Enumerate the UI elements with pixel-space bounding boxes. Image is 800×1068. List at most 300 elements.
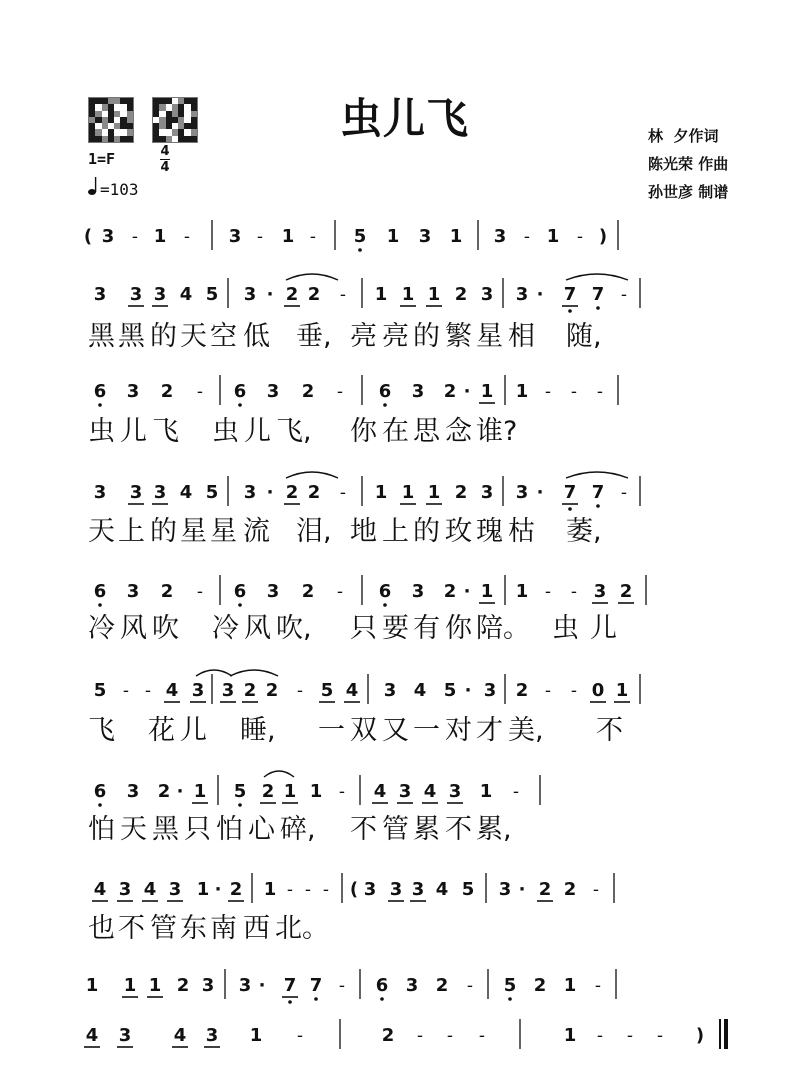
note: 3 xyxy=(483,680,497,701)
note: 3 xyxy=(405,975,419,996)
repeat-parenthesis: ) xyxy=(695,1025,705,1046)
lyric-syllable: 儿 xyxy=(120,416,147,447)
low-octave-dot xyxy=(568,507,572,511)
note: 3 xyxy=(93,284,107,305)
lyric-syllable: 风 xyxy=(244,613,271,644)
note: 1 xyxy=(374,284,388,305)
tie-slur xyxy=(286,274,338,280)
note: 3 xyxy=(201,975,215,996)
lyric-syllable: 的 xyxy=(413,516,440,547)
note: 2 xyxy=(538,879,552,900)
repeat-parenthesis: ( xyxy=(349,879,359,900)
note: 1 xyxy=(401,482,415,503)
repeat-parenthesis: ( xyxy=(83,226,93,247)
lyric-syllable: 冷 xyxy=(88,613,115,644)
note: 2 xyxy=(307,284,321,305)
sustain-dash: - xyxy=(256,227,264,247)
note: 1 xyxy=(281,226,295,247)
lyric-syllable: 怕 xyxy=(216,814,243,845)
lyric-syllable: 玫 xyxy=(445,516,472,547)
lyric-syllable: 上 xyxy=(118,516,145,547)
lyric-syllable: 北。 xyxy=(275,913,329,944)
lyric-syllable: 谁? xyxy=(476,416,518,447)
lyric-syllable: 相 xyxy=(508,321,535,352)
notation-system xyxy=(88,472,640,547)
lyric-syllable: 一 xyxy=(413,715,440,746)
lyric-syllable: 对 xyxy=(445,715,472,746)
lyric-syllable: 天 xyxy=(180,321,207,352)
note: 2 xyxy=(381,1025,395,1046)
lyric-syllable: 怕 xyxy=(88,814,115,845)
sustain-dash: - xyxy=(570,681,578,701)
note: 2 xyxy=(265,680,279,701)
note: 2 xyxy=(301,581,315,602)
note: 2 xyxy=(435,975,449,996)
lyric-syllable: 心 xyxy=(248,814,275,845)
lyric-syllable: 黑 xyxy=(118,321,145,352)
sustain-dash: - xyxy=(592,880,600,900)
lyric-syllable: 东 xyxy=(180,913,207,944)
note: 4 xyxy=(179,482,193,503)
tempo-marking: =103 xyxy=(100,180,139,199)
composer-credit: 陈光荣 作曲 xyxy=(648,155,729,173)
note: 2 xyxy=(285,284,299,305)
lyric-syllable: 又 xyxy=(382,715,409,746)
lyric-syllable: 天 xyxy=(88,516,115,547)
notation-system xyxy=(84,1019,726,1049)
lyric-syllable: 亮 xyxy=(382,321,409,352)
lyric-syllable: 天 xyxy=(120,814,147,845)
sustain-dash: - xyxy=(544,382,552,402)
sustain-dash: - xyxy=(620,483,628,503)
low-octave-dot xyxy=(288,1000,292,1004)
note: 2 xyxy=(515,680,529,701)
sustain-dash: - xyxy=(286,880,294,900)
low-octave-dot xyxy=(508,997,512,1001)
low-octave-dot xyxy=(596,306,600,310)
low-octave-dot xyxy=(383,603,387,607)
lyric-syllable: 瑰 xyxy=(476,516,503,547)
tie-slur xyxy=(286,472,338,478)
note: 2 xyxy=(301,381,315,402)
lyric-syllable: 只 xyxy=(184,814,211,845)
note: 3 xyxy=(126,581,140,602)
low-octave-dot xyxy=(238,803,242,807)
low-octave-dot xyxy=(380,997,384,1001)
sustain-dash: - xyxy=(478,1026,486,1046)
note: 5 xyxy=(503,975,517,996)
lyric-syllable: 花 xyxy=(148,715,175,746)
note: 5 xyxy=(320,680,334,701)
sustain-dash: - xyxy=(131,227,139,247)
sustain-dash: - xyxy=(594,976,602,996)
notation-system xyxy=(88,375,618,447)
sustain-dash: - xyxy=(183,227,191,247)
note: 1 xyxy=(480,581,494,602)
dotted-note-mark: · xyxy=(214,879,222,900)
note: 3 xyxy=(129,482,143,503)
note: 1 xyxy=(263,879,277,900)
dotted-note-mark: · xyxy=(266,284,274,305)
note: 4 xyxy=(93,879,107,900)
sustain-dash: - xyxy=(336,582,344,602)
note: 3 xyxy=(118,1025,132,1046)
lyric-syllable: 萎, xyxy=(566,516,602,547)
lyric-syllable: 飞 xyxy=(88,715,115,746)
sustain-dash: - xyxy=(196,382,204,402)
note: 3 xyxy=(168,879,182,900)
transcriber-credit: 孙世彦 制谱 xyxy=(648,183,729,201)
lyric-syllable: 繁 xyxy=(445,321,472,352)
note: 4 xyxy=(173,1025,187,1046)
repeat-parenthesis: ) xyxy=(598,226,608,247)
dotted-note-mark: · xyxy=(463,581,471,602)
note: 3 xyxy=(515,482,529,503)
note: 2 xyxy=(261,781,275,802)
note: 1 xyxy=(479,781,493,802)
note: 3 xyxy=(480,284,494,305)
sustain-dash: - xyxy=(122,681,130,701)
lyric-syllable: 虫 xyxy=(212,416,239,447)
tie-slur xyxy=(566,274,628,280)
dotted-note-mark: · xyxy=(463,381,471,402)
note: 1 xyxy=(148,975,162,996)
lyric-syllable: 垂, xyxy=(296,321,332,352)
lyric-syllable: 的 xyxy=(150,516,177,547)
note: 1 xyxy=(374,482,388,503)
lyric-syllable: 不 xyxy=(596,715,623,746)
sustain-dash: - xyxy=(596,382,604,402)
note: 1 xyxy=(615,680,629,701)
note: 5 xyxy=(233,781,247,802)
note: 4 xyxy=(413,680,427,701)
lyric-syllable: 也 xyxy=(88,913,115,944)
low-octave-dot xyxy=(98,803,102,807)
lyric-syllable: 念 xyxy=(445,416,472,447)
dotted-note-mark: · xyxy=(176,781,184,802)
note: 7 xyxy=(283,975,297,996)
lyric-syllable: 只 xyxy=(350,613,377,644)
lyric-syllable: 儿 xyxy=(180,715,207,746)
lyric-syllable: 在 xyxy=(382,416,409,447)
lyric-syllable: 泪, xyxy=(296,516,332,547)
note: 3 xyxy=(515,284,529,305)
time-signature-top: 4 xyxy=(160,144,170,159)
note: 4 xyxy=(373,781,387,802)
tie-slur xyxy=(196,670,232,676)
note: 3 xyxy=(191,680,205,701)
note: 1 xyxy=(123,975,137,996)
lyric-syllable: 双 xyxy=(350,715,377,746)
note: 3 xyxy=(118,879,132,900)
note: 1 xyxy=(546,226,560,247)
note: 7 xyxy=(309,975,323,996)
lyric-syllable: 飞, xyxy=(276,416,312,447)
lyric-syllable: 累, xyxy=(476,814,512,845)
note: 2 xyxy=(307,482,321,503)
note: 1 xyxy=(449,226,463,247)
note: 3 xyxy=(493,226,507,247)
sustain-dash: - xyxy=(322,880,330,900)
note: 1 xyxy=(401,284,415,305)
note: 2 xyxy=(533,975,547,996)
sustain-dash: - xyxy=(446,1026,454,1046)
lyric-syllable: 星 xyxy=(476,321,503,352)
lyric-syllable: 虫 xyxy=(552,613,579,644)
note: 3 xyxy=(411,879,425,900)
note: 4 xyxy=(345,680,359,701)
note: 5 xyxy=(353,226,367,247)
lyric-syllable: 低 xyxy=(243,321,270,352)
note: 6 xyxy=(378,381,392,402)
tie-slur xyxy=(230,670,278,676)
note: 2 xyxy=(443,581,457,602)
notation-system xyxy=(88,771,540,845)
sustain-dash: - xyxy=(512,782,520,802)
note: 1 xyxy=(427,482,441,503)
notation-system xyxy=(88,575,646,644)
sustain-dash: - xyxy=(416,1026,424,1046)
note: 4 xyxy=(435,879,449,900)
note: 1 xyxy=(196,879,210,900)
note: 3 xyxy=(418,226,432,247)
note: 1 xyxy=(563,1025,577,1046)
note: 7 xyxy=(591,284,605,305)
note: 1 xyxy=(515,581,529,602)
note: 2 xyxy=(454,284,468,305)
lyric-syllable: 碎, xyxy=(280,814,316,845)
note: 3 xyxy=(411,381,425,402)
sustain-dash: - xyxy=(304,880,312,900)
notation-system xyxy=(84,220,618,252)
note: 2 xyxy=(160,381,174,402)
lyric-syllable: 你 xyxy=(445,613,472,644)
note: 3 xyxy=(243,284,257,305)
note: 3 xyxy=(411,581,425,602)
low-octave-dot xyxy=(238,603,242,607)
lyric-syllable: 空 xyxy=(210,321,237,352)
low-octave-dot xyxy=(568,309,572,313)
lyric-syllable: 冷 xyxy=(212,613,239,644)
lyric-syllable: 陪。 xyxy=(476,613,530,644)
lyric-syllable: 星 xyxy=(210,516,237,547)
note: 3 xyxy=(363,879,377,900)
note: 6 xyxy=(93,381,107,402)
note: 2 xyxy=(176,975,190,996)
note: 2 xyxy=(243,680,257,701)
sustain-dash: - xyxy=(523,227,531,247)
sustain-dash: - xyxy=(596,1026,604,1046)
note: 2 xyxy=(563,879,577,900)
lyric-syllable: 风 xyxy=(120,613,147,644)
note: 5 xyxy=(443,680,457,701)
note: 6 xyxy=(375,975,389,996)
sustain-dash: - xyxy=(339,285,347,305)
note: 4 xyxy=(85,1025,99,1046)
note: 5 xyxy=(461,879,475,900)
note: 3 xyxy=(228,226,242,247)
lyric-syllable: 飞 xyxy=(152,416,179,447)
lyric-syllable: 亮 xyxy=(350,321,377,352)
lyric-syllable: 不 xyxy=(445,814,472,845)
sustain-dash: - xyxy=(570,582,578,602)
note: 4 xyxy=(143,879,157,900)
sustain-dash: - xyxy=(338,976,346,996)
sustain-dash: - xyxy=(296,681,304,701)
note: 1 xyxy=(153,226,167,247)
lyric-syllable: 管 xyxy=(382,814,409,845)
sustain-dash: - xyxy=(296,1026,304,1046)
sustain-dash: - xyxy=(620,285,628,305)
lyric-syllable: 你 xyxy=(350,416,377,447)
low-octave-dot xyxy=(383,403,387,407)
lyricist-credit: 林 夕作词 xyxy=(648,127,719,145)
sustain-dash: - xyxy=(336,382,344,402)
notation-system xyxy=(86,969,616,1004)
sustain-dash: - xyxy=(626,1026,634,1046)
note: 3 xyxy=(153,284,167,305)
note: 3 xyxy=(243,482,257,503)
dotted-note-mark: · xyxy=(258,975,266,996)
note: 3 xyxy=(480,482,494,503)
note: 3 xyxy=(153,482,167,503)
lyric-syllable: 吹 xyxy=(152,613,179,644)
note: 3 xyxy=(126,781,140,802)
lyric-syllable: 不 xyxy=(350,814,377,845)
note: 2 xyxy=(454,482,468,503)
lyric-syllable: 才 xyxy=(476,715,503,746)
time-signature-bottom: 4 xyxy=(160,160,170,175)
lyric-syllable: 黑 xyxy=(88,321,115,352)
note: 1 xyxy=(480,381,494,402)
note: 1 xyxy=(563,975,577,996)
note: 3 xyxy=(126,381,140,402)
note: 3 xyxy=(498,879,512,900)
low-octave-dot xyxy=(98,403,102,407)
dotted-note-mark: · xyxy=(518,879,526,900)
note: 3 xyxy=(448,781,462,802)
lyric-syllable: 的 xyxy=(413,321,440,352)
lyric-syllable: 的 xyxy=(150,321,177,352)
note: 5 xyxy=(205,284,219,305)
note: 4 xyxy=(179,284,193,305)
low-octave-dot xyxy=(98,603,102,607)
dotted-note-mark: · xyxy=(266,482,274,503)
note: 4 xyxy=(423,781,437,802)
note: 3 xyxy=(398,781,412,802)
lyric-syllable: 西 xyxy=(243,913,270,944)
low-octave-dot xyxy=(358,248,362,252)
lyric-syllable: 星 xyxy=(180,516,207,547)
lyric-syllable: 随, xyxy=(566,321,602,352)
lyric-syllable: 一 xyxy=(318,715,345,746)
sustain-dash: - xyxy=(466,976,474,996)
note: 3 xyxy=(221,680,235,701)
notation-system xyxy=(88,670,640,746)
lyric-syllable: 有 xyxy=(413,613,440,644)
tie-slur xyxy=(566,472,628,478)
note: 7 xyxy=(591,482,605,503)
note: 6 xyxy=(233,381,247,402)
note: 3 xyxy=(266,381,280,402)
lyric-syllable: 流 xyxy=(243,516,270,547)
notation-system xyxy=(88,274,640,352)
note: 6 xyxy=(93,581,107,602)
note: 1 xyxy=(515,381,529,402)
note: 2 xyxy=(443,381,457,402)
note: 3 xyxy=(389,879,403,900)
note: 3 xyxy=(101,226,115,247)
note: 5 xyxy=(205,482,219,503)
dotted-note-mark: · xyxy=(536,284,544,305)
note: 2 xyxy=(619,581,633,602)
note: 3 xyxy=(238,975,252,996)
note: 1 xyxy=(249,1025,263,1046)
sustain-dash: - xyxy=(338,782,346,802)
lyric-syllable: 不 xyxy=(118,913,145,944)
note: 0 xyxy=(591,680,605,701)
note: 1 xyxy=(283,781,297,802)
note: 1 xyxy=(427,284,441,305)
tie-slur xyxy=(264,771,294,777)
note: 3 xyxy=(129,284,143,305)
sustain-dash: - xyxy=(570,382,578,402)
sustain-dash: - xyxy=(656,1026,664,1046)
note: 3 xyxy=(593,581,607,602)
note: 3 xyxy=(93,482,107,503)
note: 1 xyxy=(309,781,323,802)
lyric-syllable: 枯 xyxy=(508,516,535,547)
dotted-note-mark: · xyxy=(536,482,544,503)
note: 1 xyxy=(386,226,400,247)
sustain-dash: - xyxy=(144,681,152,701)
sustain-dash: - xyxy=(196,582,204,602)
lyric-syllable: 美, xyxy=(508,715,544,746)
lyric-syllable: 吹, xyxy=(276,613,312,644)
lyric-syllable: 累 xyxy=(413,814,440,845)
lyric-syllable: 虫 xyxy=(88,416,115,447)
lyric-syllable: 上 xyxy=(382,516,409,547)
note: 4 xyxy=(165,680,179,701)
sustain-dash: - xyxy=(576,227,584,247)
note: 1 xyxy=(85,975,99,996)
note: 2 xyxy=(229,879,243,900)
lyric-syllable: 南 xyxy=(210,913,237,944)
lyric-syllable: 管 xyxy=(150,913,177,944)
note: 6 xyxy=(233,581,247,602)
lyric-syllable: 要 xyxy=(382,613,409,644)
note: 1 xyxy=(193,781,207,802)
note: 3 xyxy=(205,1025,219,1046)
sustain-dash: - xyxy=(339,483,347,503)
note: 5 xyxy=(93,680,107,701)
note: 2 xyxy=(157,781,171,802)
note: 6 xyxy=(378,581,392,602)
note: 7 xyxy=(563,482,577,503)
sustain-dash: - xyxy=(544,681,552,701)
low-octave-dot xyxy=(596,504,600,508)
note: 2 xyxy=(160,581,174,602)
low-octave-dot xyxy=(314,997,318,1001)
note: 2 xyxy=(285,482,299,503)
low-octave-dot xyxy=(238,403,242,407)
sustain-dash: - xyxy=(544,582,552,602)
lyric-syllable: 思 xyxy=(413,416,440,447)
note: 7 xyxy=(563,284,577,305)
lyric-syllable: 儿 xyxy=(244,416,271,447)
note: 3 xyxy=(383,680,397,701)
note: 6 xyxy=(93,781,107,802)
